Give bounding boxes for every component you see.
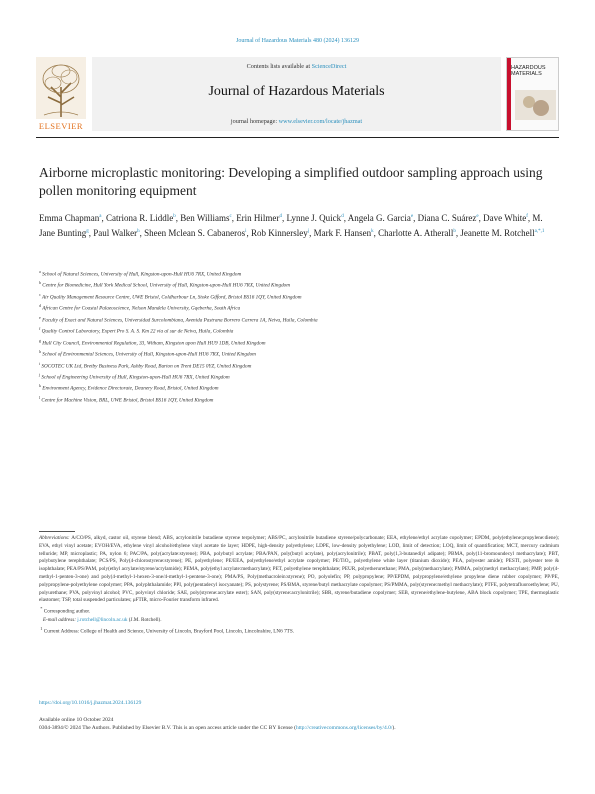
affiliation-text: Centre for Biomedicine, Hull York Medical School, University of Hull, Kingston-upon-Hull HU6 7RX, United Kingdom bbox=[42, 283, 291, 290]
author-affiliation-mark[interactable]: g bbox=[86, 229, 89, 234]
affiliation-item bbox=[39, 394, 559, 405]
email-suffix: (J.M. Rotchell). bbox=[128, 616, 162, 623]
author-name: M. Jane Bunting bbox=[39, 213, 543, 238]
rights-text: 0304-3894/© 2024 The Authors. Published by Elsevier B.V. This is an open access article under the CC BY license ( bbox=[39, 725, 296, 731]
author[interactable] bbox=[483, 213, 528, 223]
homepage-prefix: journal homepage: bbox=[230, 118, 278, 125]
author-name: Catriona R. Liddle bbox=[105, 213, 174, 223]
author-name: Lynne J. Quick bbox=[286, 213, 342, 223]
journal-citation[interactable]: Journal of Hazardous Materials 480 (2024) 136129 bbox=[236, 38, 359, 44]
article-title: Airborne microplastic monitoring: Developing a simplified outdoor sampling approach using pollen monitoring equipment bbox=[39, 165, 543, 198]
affiliation-key: g bbox=[39, 337, 41, 343]
affiliation-key: f bbox=[39, 326, 41, 332]
journal-name: Journal of Hazardous Materials bbox=[208, 84, 385, 99]
footnotes bbox=[39, 535, 559, 636]
author[interactable] bbox=[251, 228, 309, 238]
affiliation-item bbox=[39, 382, 559, 393]
affiliation-item bbox=[39, 279, 559, 290]
rights-suffix: ). bbox=[392, 725, 396, 731]
author[interactable] bbox=[348, 213, 413, 223]
author-name: Ben Williams bbox=[180, 213, 230, 223]
affiliation-text: Centre for Machine Vision, BRL, UWE Bristol, Bristol BS16 1QY, United Kingdom bbox=[41, 397, 214, 404]
author-affiliation-mark[interactable]: c bbox=[229, 214, 232, 219]
author[interactable] bbox=[418, 213, 479, 223]
available-online: Available online 10 October 2024 bbox=[39, 717, 114, 723]
contents-line bbox=[92, 63, 501, 70]
corresponding-note: * Corresponding author. bbox=[40, 606, 91, 615]
email-link[interactable]: j.rotchell@lincoln.ac.uk bbox=[77, 616, 128, 623]
author[interactable] bbox=[460, 228, 544, 238]
affiliation-text: Environment Agency, Evidence Directorate, Deanery Road, Bristol, United Kingdom bbox=[42, 386, 219, 393]
author[interactable] bbox=[286, 213, 343, 223]
author-affiliation-mark[interactable]: b bbox=[173, 214, 176, 219]
journal-header-box bbox=[92, 57, 501, 131]
affiliation-text: Faculty of Exact and Natural Sciences, Universidad Surcolombiana, Avenida Pastrana Borrero Carrera 1A, Neiva, Huila, Colombia bbox=[42, 317, 318, 324]
affiliation-key: a bbox=[39, 269, 41, 274]
author-list: Emma Chapman$^a$, Catriona R. Liddle$^b$, Ben Williams$^c$, Erin Hilmer$^d$, Lynne J. Quick$^d$, Angela G. Garcia$^e$, Diana C. Suárez$^e$, Dave White$^f$, M. Jane Bunting$^g$, Paul Walker$^h$, Sheen Mclean S. Cabaneros$^i$, Rob Kinnersley$^j$, Mark F. Hansen$^k$, Charlotte A. Atherall$^b$, Jeanette M. Rotchell$^{a,*,1}$ bbox=[39, 213, 545, 238]
corresponding-label: Corresponding author. bbox=[43, 608, 91, 615]
affiliation-key: c bbox=[39, 291, 41, 297]
author-affiliation-mark[interactable]: h bbox=[137, 229, 140, 234]
author-name: Sheen Mclean S. Cabaneros bbox=[144, 228, 246, 238]
affiliation-item bbox=[39, 360, 559, 371]
license-link[interactable]: http://creativecommons.org/licenses/by/4.0/ bbox=[295, 725, 393, 731]
email-note bbox=[39, 617, 559, 625]
journal-masthead bbox=[36, 57, 559, 131]
elsevier-wordmark: ELSEVIER bbox=[38, 121, 84, 131]
author-name: Mark F. Hansen bbox=[313, 228, 372, 238]
author-affiliation-mark[interactable]: a bbox=[99, 214, 102, 219]
author-name: Dave White bbox=[483, 213, 527, 223]
author-name: Diana C. Suárez bbox=[417, 213, 477, 223]
author-affiliation-mark[interactable]: i bbox=[245, 229, 247, 234]
affiliation-list bbox=[39, 268, 559, 405]
author[interactable] bbox=[236, 213, 282, 223]
contents-prefix: Contents lists available at bbox=[246, 63, 311, 70]
email-label: E-mail address: bbox=[42, 616, 76, 623]
author[interactable] bbox=[106, 213, 176, 223]
journal-cover-thumbnail[interactable] bbox=[506, 57, 559, 131]
affiliation-key: k bbox=[39, 383, 41, 389]
author[interactable] bbox=[39, 213, 101, 223]
affiliation-item bbox=[39, 302, 559, 313]
affiliation-item bbox=[39, 314, 559, 325]
elsevier-tree-icon bbox=[36, 57, 86, 119]
footnote-divider bbox=[39, 531, 75, 532]
author[interactable] bbox=[93, 228, 139, 238]
affiliation-text: Quality Control Laboratory, Expert Pro S. A. S. Km 22 via al sur de Neiva, Huila, Colombia bbox=[41, 328, 234, 335]
author-affiliation-mark[interactable]: d bbox=[341, 214, 344, 219]
affiliation-text: SOCOTEC UK Ltd, Bretby Business Park, Ashby Road, Burton on Trent DE15 0YZ, United Kingdom bbox=[41, 363, 252, 370]
header-divider bbox=[36, 137, 559, 138]
affiliation-key: b bbox=[39, 280, 41, 286]
author-name: Rob Kinnersley bbox=[250, 228, 308, 238]
affiliation-item bbox=[39, 348, 559, 359]
current-address-note: $^1$ Current Address: College of Health and Science, University of Lincoln, Brayford Pool, Lincoln, Lincolnshire, LN6 7TS. bbox=[40, 625, 295, 635]
author-affiliation-mark[interactable]: e bbox=[410, 214, 414, 219]
author-name: Erin Hilmer bbox=[236, 213, 280, 223]
affiliation-item bbox=[39, 337, 559, 348]
doi-link[interactable]: https://doi.org/10.1016/j.jhazmat.2024.136129 bbox=[39, 700, 142, 706]
author-affiliation-mark[interactable]: b bbox=[453, 229, 456, 234]
author-affiliation-mark[interactable]: e bbox=[476, 214, 479, 219]
author-name: Emma Chapman bbox=[39, 213, 100, 223]
author-affiliation-mark[interactable]: f bbox=[526, 214, 528, 219]
affiliation-item bbox=[39, 325, 559, 336]
copyright-line bbox=[39, 725, 559, 731]
elsevier-logo bbox=[36, 57, 86, 131]
affiliation-text: School of Natural Sciences, University of Hull, Kingston-upon-Hull HU6 7RX, United Kingdom bbox=[42, 271, 242, 278]
author[interactable] bbox=[314, 228, 374, 238]
sciencedirect-link[interactable]: ScienceDirect bbox=[311, 63, 347, 70]
current-address: Current Address: College of Health and Science, University of Lincoln, Brayford Pool, Lincoln, Lincolnshire, LN6 7TS. bbox=[43, 628, 295, 635]
author-affiliation-mark[interactable]: k bbox=[371, 229, 374, 234]
affiliation-item bbox=[39, 371, 559, 382]
author[interactable] bbox=[144, 228, 246, 238]
author-name: Paul Walker bbox=[93, 228, 138, 238]
author-affiliation-mark[interactable]: d bbox=[279, 214, 282, 219]
author[interactable] bbox=[378, 228, 456, 238]
abbreviations-note bbox=[39, 535, 559, 605]
author-affiliation-mark[interactable]: a,*,1 bbox=[534, 229, 545, 234]
affiliation-text: African Centre for Coastal Palaeoscience, Nelson Mandela University, Gqeberha, South Africa bbox=[42, 306, 241, 313]
abbreviations-label: Abbreviations: bbox=[39, 535, 70, 541]
affiliation-item bbox=[39, 291, 559, 302]
affiliation-key: i bbox=[39, 360, 41, 366]
affiliation-key: j bbox=[39, 371, 41, 377]
affiliation-key: l bbox=[39, 394, 41, 400]
affiliation-text: School of Engineering University of Hull, Kingston-upon-Hull HU6 7RX, United Kingdom bbox=[41, 374, 230, 381]
homepage-link[interactable]: www.elsevier.com/locate/jhazmat bbox=[278, 118, 363, 125]
affiliation-item bbox=[39, 268, 559, 279]
homepage-line bbox=[92, 118, 501, 125]
author-name: Angela G. Garcia bbox=[347, 213, 411, 223]
author-name: Jeanette M. Rotchell bbox=[460, 228, 535, 238]
affiliation-key: h bbox=[39, 349, 41, 355]
affiliation-text: School of Environmental Sciences, University of Hull, Kingston-upon-Hull HU6 7RX, United Kingdom bbox=[42, 351, 256, 358]
cover-title: HAZARDOUS MATERIALS bbox=[511, 65, 546, 77]
affiliation-key: e bbox=[39, 314, 41, 320]
affiliation-text: Air Quality Management Resource Centre, UWE Bristol, Coldharbour Ln, Stoke Gifford, Bristol BS16 1QY, United Kingdom bbox=[41, 294, 302, 301]
abbreviations-text: A/CO/PS, alkyd, castor oil, styrene blend; ABS, acrylonitrile butadiene styrene terpolymer; ABS/PC, acrylonitrile butadiene styrene/polycarbonate; EEA, ethylene/ethyl acrylate copolymer; EPDM, poly(ethylene:propylene:diene); EVA, ethyl vinyl acetate; EVOH/EVA, ethylene vinyl alcohol/ethylene vinyl acetate tie layer; HDPE, high-density polyethylene; LDPE, low-density polyethylene; LOD, limit of detection; LOQ, limit of quantification; MCT, mercury cadmium telluride; MP, microplastic; PA, nylon 6; PAC/PA, poly(acrylate:styrene); PBA, polybutyl acrylate; PBA/PAN, poly(butyl acrylate), poly(acrylonitrile); PBAT, poly(1,3-butanediyl adipate); PBMA, poly(11-bromoundecyl methacrylate); PBT, polybutylene terephthalate; PCS/PS, Poly(4-chlorostyrene:styrene); PE, polyethylene; PE/EEA, polyethylene/ethyl acrylate copolymer; PE/TiO₂, polyethylene white layer (titanium dioxide); PEA, polyester amide); PESTI, polyester tere & isophthalate; PEA/PS/PAM, poly(ethyl acrylate/styrene/acrylamide); PEMA, poly(ethyl acrylate:methacrylate); PET, polyethylene terephthalate; PEUR, polyetherurethane; PMA, poly(methacrylate); PMMA, poly(methyl methacrylate); PMP, poly(4-methyl-1-penten-3-one) and poly(4-methyl-1-hexen-3-one/4-methyl-1-pentene-3-one); PMA/PS, Poly(methacrolein:styrene); PO, polyolefin; PP, polypropylene; PP/EPDM, polypropylene/ethylene propylene diene rubber copolymer; PP/PE, polypropylene-polyethylene copolymer; PPA, polyphthalamide; PPI, poly(pentadecyl isocyanate); PS, polystyrene; PS/BMA, styrene/butyl methacrylate copolymer; PS/PMMA, poly(styrene:methyl methacrylate); PTFE, polytetrafluoroethylene; PU, polyurethane; PVA, polyvinyl alcohol; PVC, polyvinyl chloride; SAE, poly(styrene:acrylate ester); SAN, poly(styrene:acrylonitrile); SBR, styrene/butadiene copolymer; SEB, styrene/ethylene-butylene, ABA block copolymer; TPE, thermoplastic elastomer; TSP, total suspended particulates; μFTIR, micro-Fourier transform infrared. bbox=[39, 535, 559, 604]
affiliation-text: Hull City Council, Environmental Regulation, 33, Witham, Kingston upon Hull HU9 1DB, United Kingdom bbox=[42, 340, 266, 347]
author[interactable] bbox=[180, 213, 231, 223]
author-affiliation-mark[interactable]: j bbox=[307, 229, 310, 234]
affiliation-key: d bbox=[39, 303, 41, 309]
author-name: Charlotte A. Atherall bbox=[378, 228, 454, 238]
